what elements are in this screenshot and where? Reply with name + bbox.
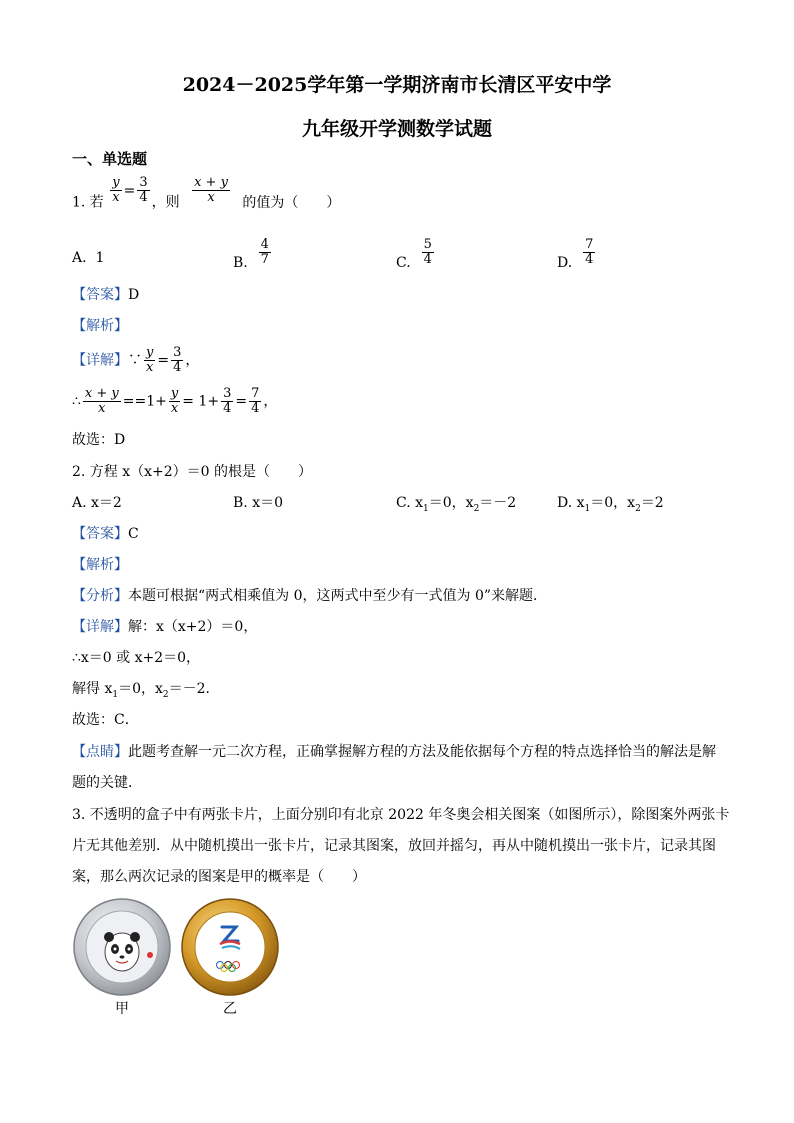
- q2-option-b: B. x＝0: [233, 495, 283, 511]
- q2-analysis-tag: 【解析】: [72, 557, 128, 573]
- q1-analysis-tag: 【解析】: [72, 318, 128, 334]
- q3-stem-line3: 案，那么两次记录的图案是甲的概率是（ ）: [72, 869, 366, 885]
- q3-stem-line2: 片无其他差别．从中随机摸出一张卡片，记录其图案，放回并摇匀，再从中随机摸出一张卡片，记录其图: [72, 838, 716, 854]
- page-subtitle: 九年级开学测数学试题: [301, 118, 492, 140]
- q2-fenxi: 【分析】本题可根据“两式相乘值为 0，这两式中至少有一式值为 0”来解题．: [72, 588, 548, 604]
- q2-answer: 【答案】C: [72, 526, 139, 542]
- medal-jia-image: [72, 897, 172, 997]
- q2-step3: 解得 $x_1=0$，$x_2=-2$．: [72, 681, 220, 700]
- page-title: 2024－2025学年第一学期济南市长清区平安中学: [182, 74, 612, 96]
- q2-option-d: D. $x_1=0$，$x_2=2$: [557, 495, 664, 514]
- q1-frac-yx: $\frac{y}{x}$: [112, 175, 120, 205]
- q1-detail-line1: 【详解】∵ $\frac{y}{x}$ = $\frac{3}{4}$ ，: [72, 345, 200, 375]
- section-heading: 一、单选题: [72, 150, 148, 168]
- q2-step2: ∴x＝0 或 x+2＝0，: [72, 650, 201, 666]
- q1-option-d: D. $\frac{7}{4}$: [557, 237, 594, 271]
- q2-dianjing-line2: 题的关键．: [72, 775, 142, 791]
- q2-option-a: A. x＝2: [72, 495, 122, 511]
- q1-answer: 【答案】D: [72, 287, 140, 303]
- medal-yi-image: [180, 897, 280, 997]
- q1-option-b: B. $\frac{4}{7}$: [233, 237, 269, 271]
- q1-option-a: A. 1: [72, 250, 105, 266]
- q1-stem: 1. 若 $\frac{y}{x}$ = $\frac{3}{4}$ ，则 $\frac{x + y}{x}$ 的值为（ ）: [72, 175, 341, 211]
- q1-choose: 故选：D: [72, 432, 126, 448]
- q2-stem: 2. 方程 x（x+2）＝0 的根是（ ）: [72, 464, 313, 480]
- q1-option-c: C. $\frac{5}{4}$: [396, 237, 432, 271]
- q2-option-c: C. $x_1=0$，$x_2=-2$: [396, 495, 517, 514]
- q1-frac-34: $\frac{3}{4}$: [139, 175, 148, 205]
- q2-choose: 故选：C．: [72, 712, 139, 728]
- q1-frac-xyx: $\frac{x + y}{x}$: [194, 175, 228, 205]
- medal-yi-caption: 乙: [223, 1001, 237, 1017]
- q2-detail: 【详解】解：x（x+2）＝0，: [72, 619, 258, 635]
- medal-jia-caption: 甲: [115, 1001, 129, 1017]
- q1-detail-line2: ∴ $\frac{x + y}{x}$ ==1+ $\frac{y}{x}$ = 1+ $\frac{3}{4}$ = $\frac{7}{4}$ ，: [72, 386, 278, 416]
- q3-stem-line1: 3. 不透明的盒子中有两张卡片，上面分别印有北京 2022 年冬奥会相关图案（如图所示），除图案外两张卡: [72, 807, 730, 823]
- q2-dianjing-line1: 【点睛】此题考查解一元二次方程，正确掌握解方程的方法及能依据每个方程的特点选择恰当的解法是解: [72, 744, 716, 760]
